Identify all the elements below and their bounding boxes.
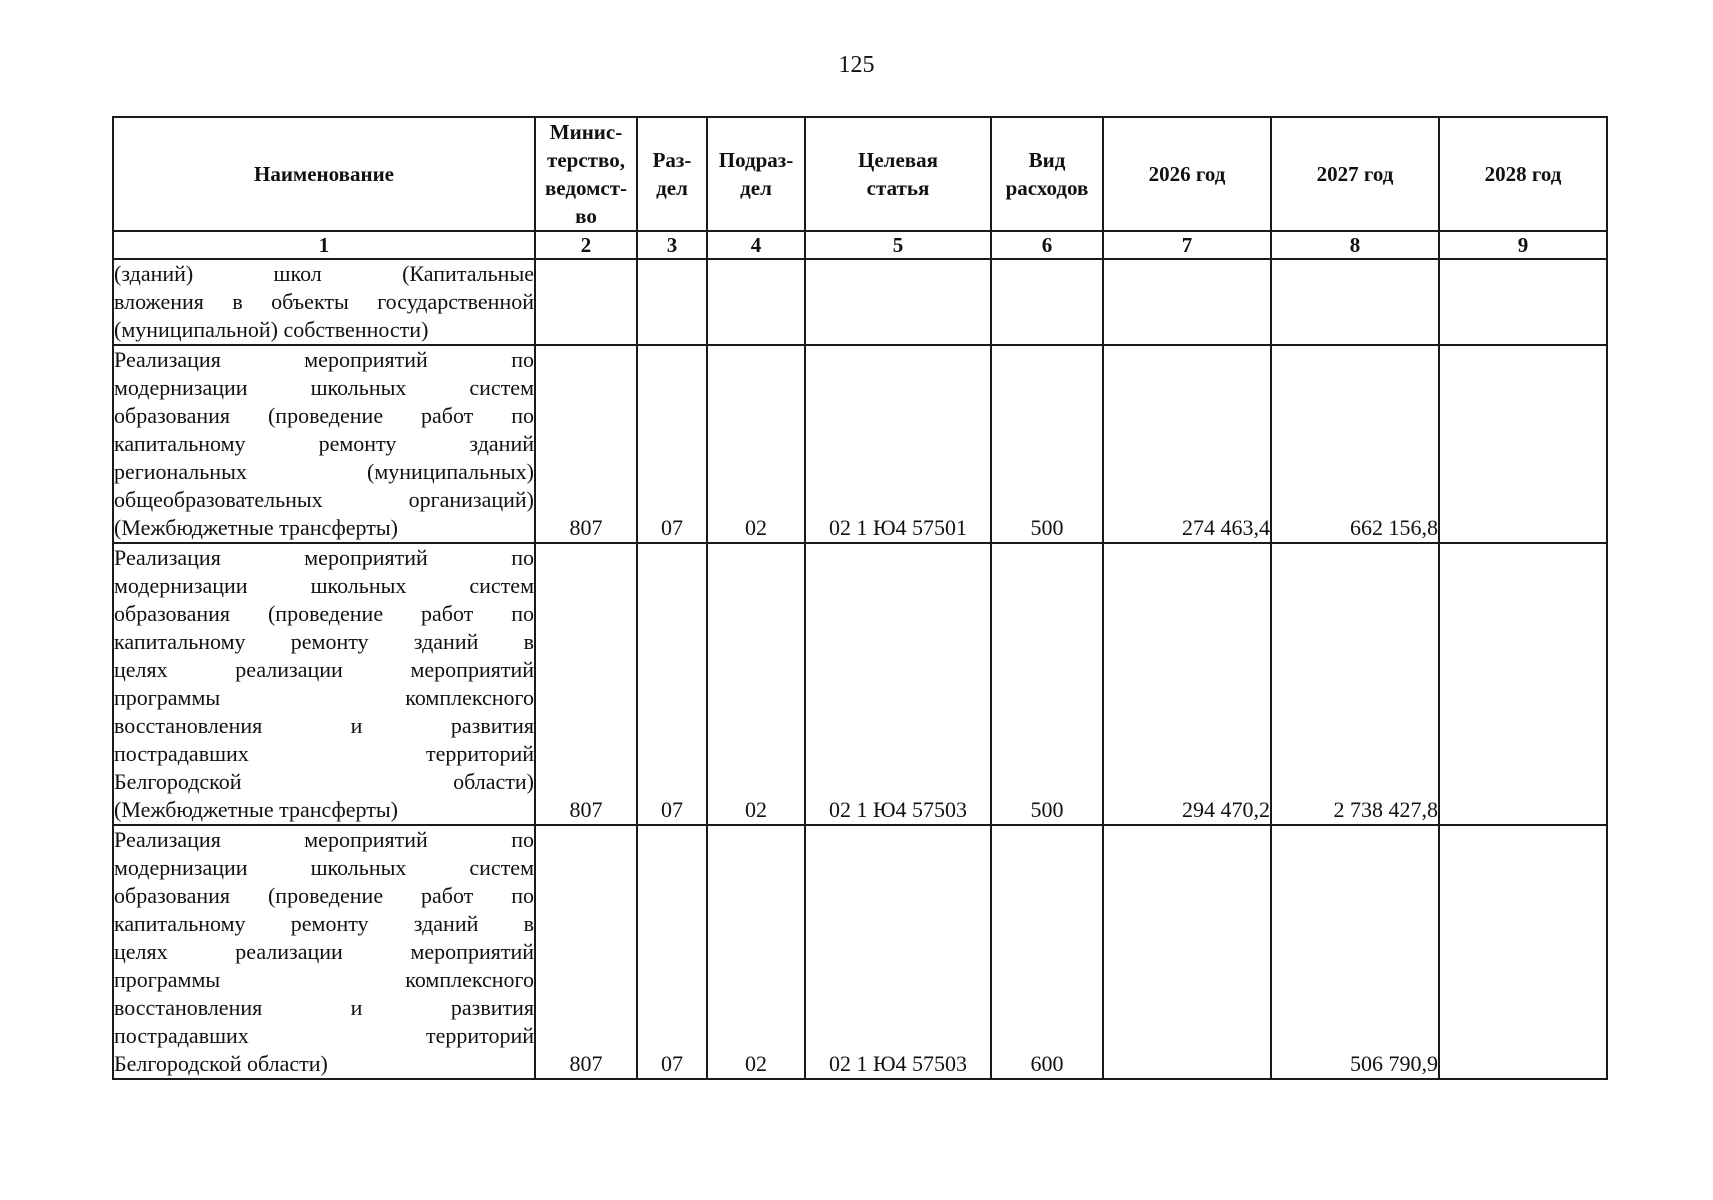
name-line: Реализация мероприятий по — [114, 545, 534, 570]
column-number-row — [113, 231, 1607, 259]
cell-expense-type: 500 — [991, 345, 1103, 543]
name-line: (зданий) школ (Капитальные — [114, 261, 534, 286]
cell-section — [637, 259, 707, 345]
name-line: региональных (муниципальных) — [114, 459, 534, 484]
cell-2026: 274 463,4 — [1103, 345, 1271, 543]
cell-2027 — [1271, 259, 1439, 345]
cell-target: 02 1 Ю4 57503 — [805, 825, 991, 1079]
cell-subsection: 02 — [707, 825, 805, 1079]
header-subsection: Подраз- дел — [707, 117, 805, 231]
cell-2026 — [1103, 825, 1271, 1079]
cell-ministry: 807 — [535, 345, 637, 543]
header-2028: 2028 год — [1439, 117, 1607, 231]
header-name: Наименование — [113, 117, 535, 231]
header-2026: 2026 год — [1103, 117, 1271, 231]
name-line: (муниципальной) собственности) — [114, 317, 429, 342]
table-body — [113, 259, 1607, 1079]
name-line: целях реализации мероприятий — [114, 657, 534, 682]
name-line: капитальному ремонту зданий — [114, 431, 534, 456]
header-type: Вид расходов — [991, 117, 1103, 231]
cell-name — [113, 543, 535, 825]
header-target: Целевая статья — [805, 117, 991, 231]
cell-expense-type — [991, 259, 1103, 345]
budget-table — [112, 116, 1608, 1080]
cell-expense-type: 600 — [991, 825, 1103, 1079]
name-line: программы комплексного — [114, 967, 534, 992]
header-2027: 2027 год — [1271, 117, 1439, 231]
name-line: программы комплексного — [114, 685, 534, 710]
name-line: Белгородской области) — [114, 1051, 328, 1076]
cell-ministry — [535, 259, 637, 345]
column-number-9: 9 — [1439, 231, 1607, 259]
name-line: пострадавших территорий — [114, 741, 534, 766]
cell-target: 02 1 Ю4 57501 — [805, 345, 991, 543]
cell-ministry: 807 — [535, 825, 637, 1079]
header-section: Раз- дел — [637, 117, 707, 231]
name-line: модернизации школьных систем — [114, 375, 534, 400]
cell-name — [113, 259, 535, 345]
cell-name — [113, 825, 535, 1079]
cell-2026: 294 470,2 — [1103, 543, 1271, 825]
cell-2028 — [1439, 345, 1607, 543]
name-line: Реализация мероприятий по — [114, 347, 534, 372]
cell-expense-type: 500 — [991, 543, 1103, 825]
cell-2027: 662 156,8 — [1271, 345, 1439, 543]
cell-2028 — [1439, 543, 1607, 825]
table-row — [113, 345, 1607, 543]
name-line: восстановления и развития — [114, 713, 534, 738]
cell-target — [805, 259, 991, 345]
name-line: образования (проведение работ по — [114, 883, 534, 908]
cell-subsection: 02 — [707, 543, 805, 825]
name-line: вложения в объекты государственной — [114, 289, 534, 314]
name-line: целях реализации мероприятий — [114, 939, 534, 964]
cell-name — [113, 345, 535, 543]
cell-subsection: 02 — [707, 345, 805, 543]
column-number-5: 5 — [805, 231, 991, 259]
column-number-7: 7 — [1103, 231, 1271, 259]
column-number-6: 6 — [991, 231, 1103, 259]
table-row — [113, 259, 1607, 345]
cell-section: 07 — [637, 345, 707, 543]
table-row — [113, 543, 1607, 825]
name-line: образования (проведение работ по — [114, 403, 534, 428]
cell-2028 — [1439, 825, 1607, 1079]
name-line: образования (проведение работ по — [114, 601, 534, 626]
cell-2027: 2 738 427,8 — [1271, 543, 1439, 825]
name-line: общеобразовательных организаций) — [114, 487, 534, 512]
name-line: (Межбюджетные трансферты) — [114, 797, 398, 822]
column-number-4: 4 — [707, 231, 805, 259]
name-line: пострадавших территорий — [114, 1023, 534, 1048]
name-line: модернизации школьных систем — [114, 855, 534, 880]
name-line: (Межбюджетные трансферты) — [114, 515, 398, 540]
name-line: капитальному ремонту зданий в — [114, 911, 534, 936]
header-ministry: Минис- терство, ведомст- во — [535, 117, 637, 231]
cell-2027: 506 790,9 — [1271, 825, 1439, 1079]
name-line: Реализация мероприятий по — [114, 827, 534, 852]
name-line: модернизации школьных систем — [114, 573, 534, 598]
table-row — [113, 825, 1607, 1079]
cell-section: 07 — [637, 543, 707, 825]
column-number-2: 2 — [535, 231, 637, 259]
header-row — [113, 117, 1607, 231]
name-line: Белгородской области) — [114, 769, 534, 794]
column-number-3: 3 — [637, 231, 707, 259]
column-number-8: 8 — [1271, 231, 1439, 259]
cell-target: 02 1 Ю4 57503 — [805, 543, 991, 825]
cell-subsection — [707, 259, 805, 345]
cell-ministry: 807 — [535, 543, 637, 825]
column-number-1: 1 — [113, 231, 535, 259]
name-line: восстановления и развития — [114, 995, 534, 1020]
name-line: капитальному ремонту зданий в — [114, 629, 534, 654]
cell-section: 07 — [637, 825, 707, 1079]
page-number: 125 — [838, 52, 875, 78]
cell-2028 — [1439, 259, 1607, 345]
cell-2026 — [1103, 259, 1271, 345]
